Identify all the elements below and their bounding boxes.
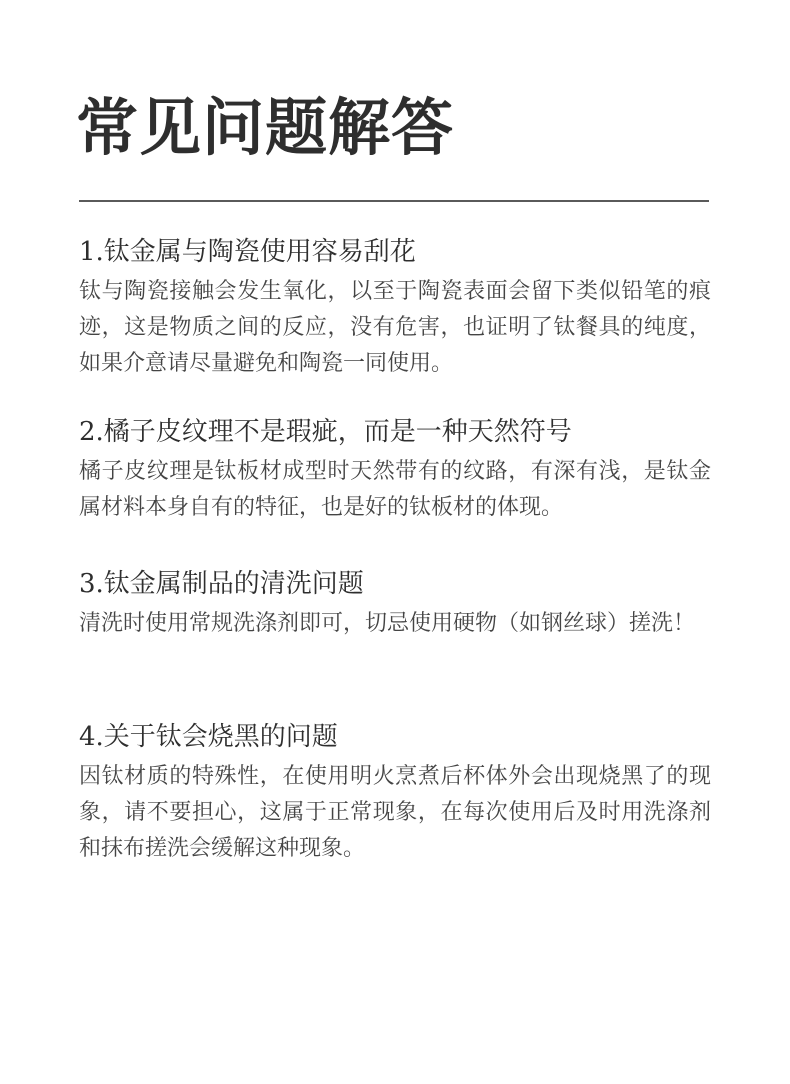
faq-item xyxy=(79,234,711,382)
faq-item xyxy=(79,414,711,526)
faq-answer: 清洗时使用常规洗涤剂即可，切忌使用硬物（如钢丝球）搓洗！ xyxy=(79,611,696,636)
page-title: 常见问题解答 xyxy=(76,91,455,164)
faq-question: 2.橘子皮纹理不是瑕疵，而是一种天然符号 xyxy=(79,417,572,447)
faq-answer: 钛与陶瓷接触会发生氧化，以至于陶瓷表面会留下类似铅笔的痕迹，这是物质之间的反应，没有危害，也证明了钛餐具的纯度，如果介意请尽量避免和陶瓷一同使用。 xyxy=(79,279,711,376)
faq-answer: 橘子皮纹理是钛板材成型时天然带有的纹路，有深有浅，是钛金属材料本身自有的特征，也是好的钛板材的体现。 xyxy=(79,459,711,520)
faq-answer: 因钛材质的特殊性，在使用明火烹煮后杯体外会出现烧黑了的现象，请不要担心，这属于正常现象，在每次使用后及时用洗涤剂和抹布搓洗会缓解这种现象。 xyxy=(79,764,711,861)
faq-question: 1.钛金属与陶瓷使用容易刮花 xyxy=(79,237,416,267)
faq-question: 3.钛金属制品的清洗问题 xyxy=(79,569,364,599)
faq-question: 4.关于钛会烧黑的问题 xyxy=(79,722,338,752)
faq-item xyxy=(79,719,711,867)
faq-item xyxy=(79,566,711,642)
title-divider xyxy=(79,200,709,202)
